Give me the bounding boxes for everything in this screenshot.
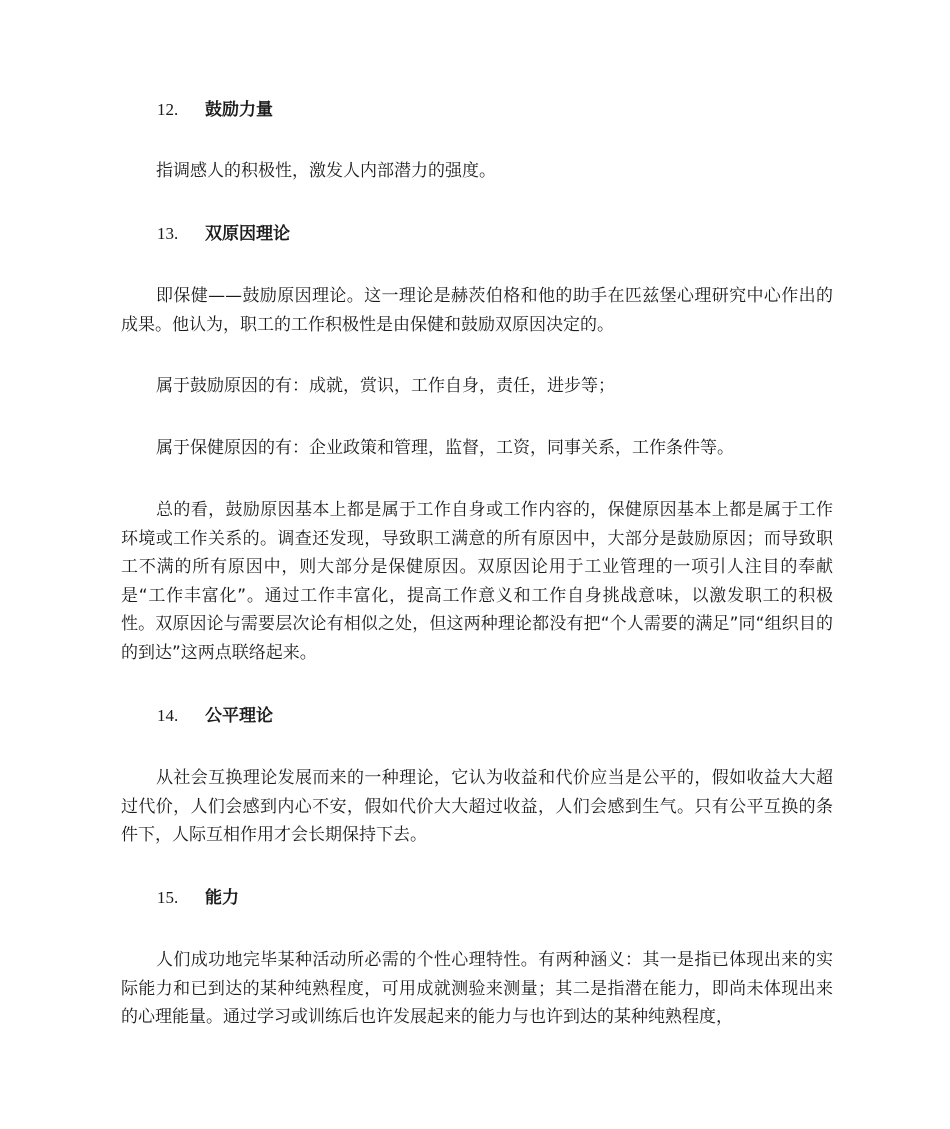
section-heading [157,220,290,248]
section-title: 能力 [205,888,239,908]
paragraph: 从社会互换理论发展而来的一种理论，它认为收益和代价应当是公平的，假如收益大大超过代价，人们会感到内心不安，假如代价大大超过收益，人们会感到生气。只有公平互换的条件下，人际互相作用才会长期保持下去。 [121,768,833,845]
section-number: 12. [157,100,179,119]
paragraph: 指调感人的积极性，激发人内部潜力的强度。 [156,161,496,181]
section-number: 15. [157,888,179,907]
section-heading [157,884,239,912]
section-title: 双原因理论 [205,224,290,244]
paragraph: 属于鼓励原因的有：成就，赏识，工作自身，责任，进步等； [156,376,615,396]
section-heading [157,96,273,124]
paragraph: 即保健——鼓励原因理论。这一理论是赫茨伯格和他的助手在匹兹堡心理研究中心作出的成果。他认为，职工的工作积极性是由保健和鼓励双原因决定的。 [121,286,833,335]
section-number: 13. [157,224,179,243]
paragraph: 总的看，鼓励原因基本上都是属于工作自身或工作内容的，保健原因基本上都是属于工作环境或工作关系的。调查还发现，导致职工满意的所有原因中，大部分是鼓励原因；而导致职工不满的所有原因中，则大部分是保健原因。双原因论用于工业管理的一项引人注目的奉献是“工作丰富化”。通过工作丰富化，提高工作意义和工作自身挑战意味，以激发职工的积极性。双原因论与需要层次论有相似之处，但这两种理论都没有把“个人需要的满足”同“组织目的的到达”这两点联络起来。 [121,500,833,663]
paragraph: 人们成功地完毕某种活动所必需的个性心理特性。有两种涵义：其一是指已体现出来的实际能力和已到达的某种纯熟程度，可用成就测验来测量；其二是指潜在能力，即尚未体现出来的心理能量。通过学习或训练后也许发展起来的能力与也许到达的某种纯熟程度， [121,950,833,1027]
paragraph: 属于保健原因的有：企业政策和管理，监督，工资，同事关系，工作条件等。 [156,438,734,458]
section-heading [157,702,273,730]
section-title: 鼓励力量 [205,100,273,120]
section-number: 14. [157,706,179,725]
section-title: 公平理论 [205,706,273,726]
